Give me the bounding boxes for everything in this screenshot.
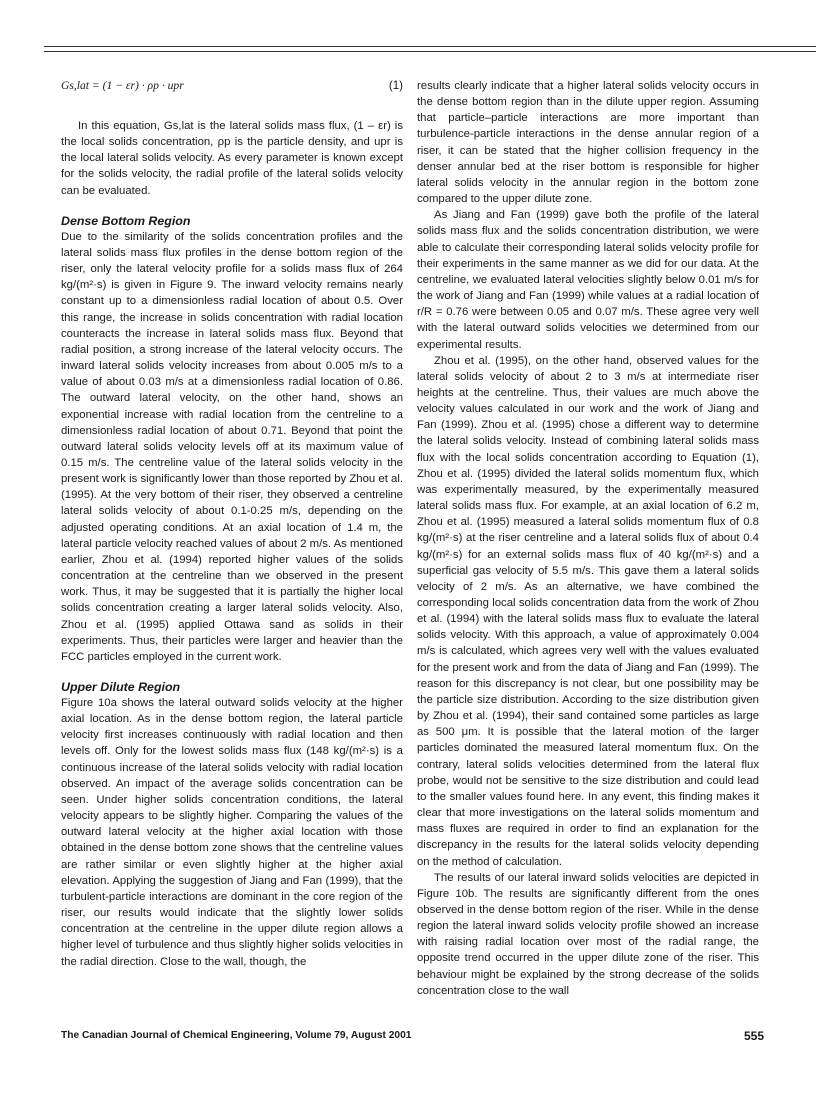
right-paragraph-4: The results of our lateral inward solids velocities are depicted in Figure 10b. The results are significantly different from the ones observed in the dense bottom region of the riser. While in the dense region the lateral inward solids velocity profile showed an increase with raising radial location over most of the radial range, the opposite trend occurred in the upper dilute zone of the riser. This behaviour might be explained by the strong decrease of the solids concentration close to the wall	[417, 871, 759, 997]
section-heading-dense: Dense Bottom Region	[61, 213, 191, 228]
right-column	[417, 78, 759, 999]
upper-paragraph: Figure 10a shows the lateral outward solids velocity at the higher axial location. As in the dense bottom region, the lateral particle velocity first increases continuously with radial location and then levels off. Only for the lowest solids mass flux (148 kg/(m²·s) is a continuous increase of the lateral solids velocity with radial location observed. An impact of the average solids concentration can be seen. Under higher solids concentration conditions, the lateral velocity appears to be slightly higher. Comparing the values of the outward lateral velocity at the higher axial location with those obtained in the dense bottom zone shows that the centreline values are rather similar or even slightly higher at the higher axial elevation. Applying the suggestion of Jiang and Fan (1999), that the turbulent-particle interactions are dominant in the core region of the riser, our results would indicate that the slightly lower solids concentration at the centreline in the upper dilute region allows a higher level of turbulence and thus slightly higher solids velocities in the radial direction. Close to the wall, though, the	[61, 697, 403, 968]
right-paragraph-2: As Jiang and Fan (1999) gave both the profile of the lateral solids mass flux and the solids concentration distribution, we were able to calculate their corresponding lateral solids velocity profile for their experiments in the same manner as we did for our data. At the centreline, we evaluated lateral velocities slightly below 0.01 m/s for the work of Jiang and Fan (1999) while values at a radial location of r/R = 0.76 were between 0.05 and 0.07 m/s. These agree very well with the lateral outward solids velocities we determined from our experimental results.	[417, 209, 759, 351]
intro-paragraph: In this equation, Gs,lat is the lateral solids mass flux, (1 – εr) is the local solids concentration, ρp is the particle density, and upr is the local lateral solids velocity. As every parameter is known except for the solids velocity, the radial profile of the lateral solids velocity can be evaluated.	[61, 120, 403, 197]
header-rule-top	[44, 46, 816, 47]
dense-paragraph: Due to the similarity of the solids concentration profiles and the lateral solids mass flux profiles in the dense bottom region of the riser, only the lateral velocity profile for a solids mass flux of 264 kg/(m²·s) is given in Figure 9. The inward velocity remains nearly constant up to a dimensionless radial location of about 0.5. Over this range, the increase in solids concentration with radial location counteracts the increase in lateral solids mass flux. Beyond that radial position, a strong increase of the lateral velocity occurs. The inward lateral solids velocity increases from about 0.005 m/s to a value of about 0.03 m/s at a dimensionless radial location of 0.86. The outward lateral velocity, on the other hand, shows an exponential increase with radial location from the centreline to a dimensionless radial location of about 0.71. Beyond that point the outward lateral solids velocity levels off at its maximum value of 0.15 m/s. The centreline value of the lateral solids velocity in the present work is significantly lower than those reported by Zhou et al. (1995). At the very bottom of their riser, they observed a centreline lateral solids velocity of about 0.1-0.25 m/s, depending on the adjusted operating conditions. At an axial location of 1.4 m, the lateral particle velocity reached values of about 2 m/s. As mentioned earlier, Zhou et al. (1994) reported higher values of the solids concentration at the centreline than we observed in the present work. Thus, it may be suggested that it is partially the higher local solids concentration creating a larger lateral solids velocity. Also, Zhou et al. (1995) applied Ottawa sand as solids in their experiments. Thus, their particles were larger and heavier than the FCC particles employed in the current work.	[61, 230, 403, 663]
right-paragraph-1: results clearly indicate that a higher lateral solids velocity occurs in the dense bottom region than in the dilute upper region. Assuming that particle–particle interactions are more important than turbulence-particle interactions in the dense annular region of a riser, it can be stated that the higher collision frequency in the denser annular bed at the riser bottom is responsible for higher lateral solids velocity in the annular region in the bottom zone compared to the upper dilute zone.	[417, 80, 759, 206]
journal-citation: The Canadian Journal of Chemical Engineering, Volume 79, August 2001	[61, 1030, 412, 1041]
left-column	[61, 78, 403, 970]
section-heading-upper: Upper Dilute Region	[61, 680, 181, 694]
right-paragraph-3: Zhou et al. (1995), on the other hand, observed values for the lateral solids velocity of about 2 to 3 m/s at intermediate riser heights at the centreline. Thus, their values are much above the velocity values calculated in our work and the work of Jiang and Fan (1999). Zhou et al. (1995) chose a different way to determine the lateral solids velocity. Instead of combining lateral solids mass flux with the local solids concentration according to Equation (1), Zhou et al. (1995) divided the lateral solids momentum flux, which was experimentally measured, by the experimentally measured lateral solids mass flux. For example, at an axial location of 6.2 m, Zhou et al. (1995) measured a lateral solids momentum flux of 0.8 kg/(m²·s) at the riser centreline and a lateral solids flux of about 0.4 kg/(m²·s) for an external solids mass flux of 40 kg/(m²·s) and a superficial gas velocity of 5.5 m/s. This gave them a lateral solids velocity of 2 m/s. As an alternative, we have combined the corresponding local solids concentration data from the work of Zhou et al. (1994) with the lateral solids mass flux to evaluate the lateral solids velocity. With this approach, a value of approximately 0.004 m/s is calculated, which agrees very well with the values evaluated for the present work and from the data of Jiang and Fan (1999). The reason for this discrepancy is not clear, but one possibility may be the particle size distribution. According to the size distribution given by Zhou et al. (1994), their sand contained some particles as large as 500 μm. It is possible that the lateral motion of the larger particles dominated the measured lateral momentum flux. On the contrary, lateral solids velocities determined from the lateral flux probe, would not be sensitive to the size distribution and could lead to the smaller values found here. In any event, this finding makes it clear that more investigations on the lateral solids momentum and mass fluxes are required in order to find an explanation for the discrepancy in the results for the lateral solids velocity depending on the method of calculation.	[417, 354, 759, 868]
page-number: 555	[743, 1029, 764, 1043]
equation-block	[61, 78, 403, 94]
equation-text: Gs,lat = (1 − εr) · ρp · upr	[61, 79, 184, 92]
header-rule-bottom	[44, 51, 816, 52]
equation-number: (1)	[388, 79, 403, 92]
